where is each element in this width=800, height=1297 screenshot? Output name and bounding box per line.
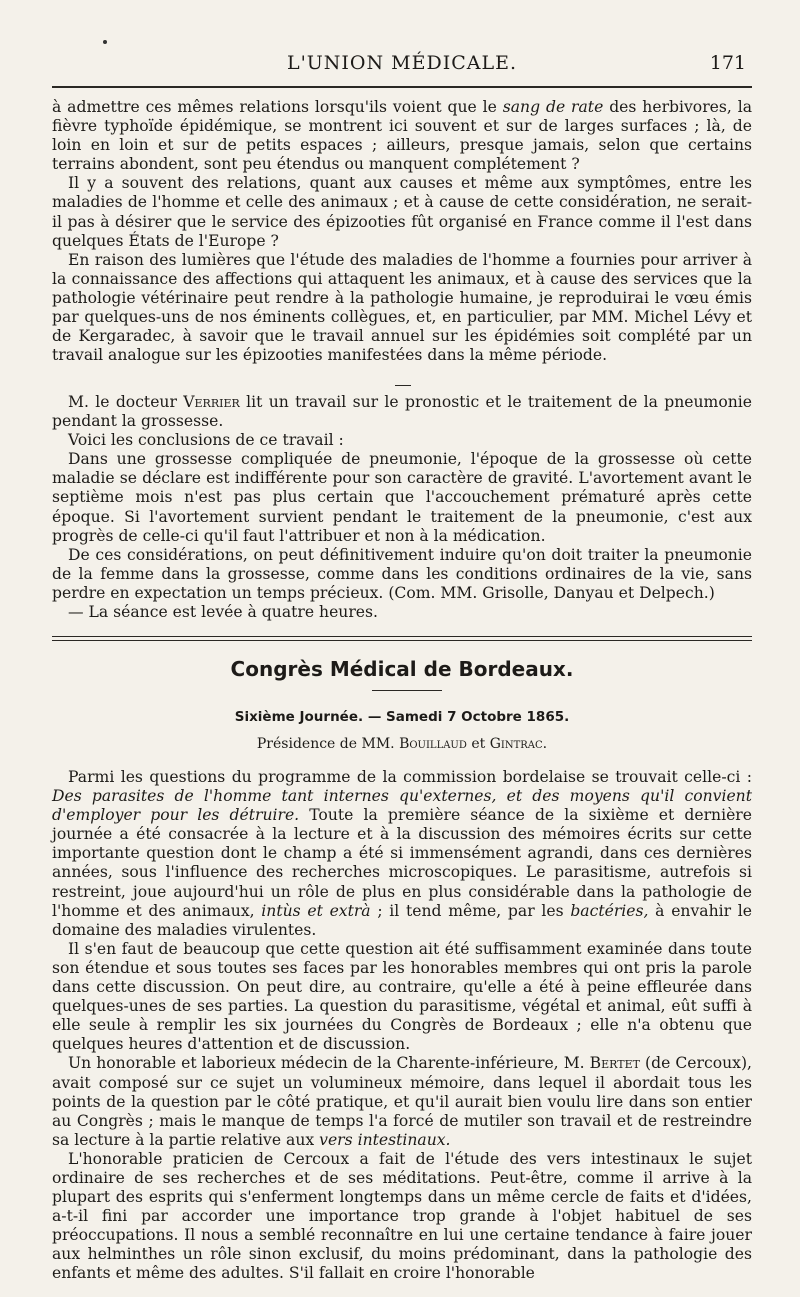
presidence-line xyxy=(52,736,752,752)
text-span: (de Cercoux), avait composé sur ce sujet un volumineux mémoire, dans lequel il abordait tous les points de la question par le côté pratique, et qu'il aurait bien voulu lire dans son entier au Congrès ; mais le manque de temps l'a forcé de mutiler son travail et de restreindre sa lecture à la partie relative aux xyxy=(52,1054,752,1149)
page-header xyxy=(52,48,752,84)
paragraph xyxy=(52,1054,752,1149)
text-span: Toute la première séance de la sixième et dernière journée a été consacrée à la lecture et à la discussion des mémoires écrits sur cette importante question dont le champ a été si immensément agrandi, dans ces dernières années, sous l'influence des recherches microscopiques. Le parasitisme, autrefois si restreint, joue aujourd'hui un rôle de plus en plus considérable dans la pathologie de l'homme et des animaux, xyxy=(52,806,752,920)
header-rule xyxy=(52,86,752,88)
paragraph: Voici les conclusions de ce travail : xyxy=(68,431,344,450)
paragraph: De ces considérations, on peut définitivement induire qu'on doit traiter la pneumonie de la femme dans la grossesse, comme dans les conditions ordinaires de la vie, sans perdre en expectation un temps précieux. (Com. MM. Grisolle, Danyau et Delpech.) xyxy=(52,545,752,602)
text-span: des herbivores, la fièvre typhoïde épidémique, se montrent ici souvent et sur de larges surfaces ; là, de loin en loin et sur de petits espaces ; ailleurs, presque jamais, selon que certains terrains abondent, sont peu étendus ou manquent complétement ? xyxy=(52,98,753,174)
day-line: Sixième Journée. — Samedi 7 Octobre 1865. xyxy=(234,709,570,725)
italic-term: intùs et extrà xyxy=(261,901,371,920)
author-name: Verrier xyxy=(183,393,240,411)
text-span: lit un travail sur le pronostic et le traitement de la pneumonie pendant la grossesse. xyxy=(52,393,752,431)
title-rule xyxy=(372,690,442,691)
president-name: Bouillaud xyxy=(399,736,467,752)
text-span: Présidence de MM. xyxy=(256,736,400,752)
short-separator xyxy=(395,385,411,386)
text-span: à envahir le domaine des maladies virulentes. xyxy=(52,901,752,939)
paragraph: Il s'en faut de beaucoup que cette question ait été suffisamment examinée dans toute son étendue et sous toutes ses faces par les honorables membres qui ont pris la parole dans cette discussion. On peut dire, au contraire, qu'elle a été à peine effleurée dans quelques-unes de ses parties. La question du parasitisme, végétal et animal, eût suffi à elle seule à remplir les six journées du Congrès de Bordeaux ; elle n'a obtenu que quelques heures d'attention et de discussion. xyxy=(52,939,752,1054)
text-span: Un honorable et laborieux médecin de la Charente-inférieure, M. xyxy=(68,1054,590,1073)
paragraph: En raison des lumières que l'étude des maladies de l'homme a fournies pour arriver à la connaissance des affections qui attaquent les animaux, et à cause des services que la pathologie vétérinaire peut rendre à la pathologie humaine, je reproduirai le vœu émis par quelques-uns de nos éminents collègues, et, en particulier, par MM. Michel Lévy et de Kergaradec, à savoir que le travail annuel sur les épidémies soit complété par un travail analogue sur les épizooties manifestées dans la même période. xyxy=(52,250,752,365)
section-rule-1 xyxy=(52,636,752,637)
author-name: Bertet xyxy=(589,1054,640,1073)
paragraph: Dans une grossesse compliquée de pneumonie, l'époque de la grossesse où cette maladie se déclare est indifférente pour son caractère de gravité. L'avortement avant le septième mois n'est pas plus certain que l'accouchement prématuré après cette époque. Si l'avortement survient pendant le traitement de la pneumonie, c'est aux progrès de celle-ci qu'il faut l'attribuer et non à la médication. xyxy=(52,450,752,545)
text-span: et xyxy=(466,736,490,752)
section-rule-2 xyxy=(52,640,752,641)
text-span: . xyxy=(542,736,548,752)
paragraph: L'honorable praticien de Cercoux a fait de l'étude des vers intestinaux le sujet ordinaire de ses recherches et de ses méditations. Peut-être, comme il arrive à la plupart des esprits qui s'enferment longtemps dans un même cercle de faits et d'idées, a-t-il fini par accorder une importance trop grande à l'objet habituel de ses préoccupations. Il nous a semblé reconnaître en lui une certaine tendance à faire jouer aux helminthes un rôle sinon exclusif, du moins prédominant, dans la pathologie des enfants et même des adultes. S'il fallait en croire l'honorable xyxy=(52,1149,752,1283)
paragraph xyxy=(52,768,752,940)
section-title: Congrès Médical de Bordeaux. xyxy=(230,657,574,681)
text-span: ; il tend même, par les xyxy=(370,901,571,920)
text-span: à admettre ces mêmes relations lorsqu'ils voient que le xyxy=(52,98,503,116)
congress-block xyxy=(52,768,752,1284)
page-speck xyxy=(103,40,107,44)
italic-term: sang de rate xyxy=(502,98,604,116)
paragraph xyxy=(52,393,752,431)
president-name: Gintrac xyxy=(489,736,543,752)
running-title: L'UNION MÉDICALE. xyxy=(286,52,518,74)
paragraph: Il y a souvent des relations, quant aux causes et même aux symptômes, entre les maladies de l'homme et celle des animaux ; et à cause de cette considération, ne serait-il pas à désirer que le service des épizooties fût organisé en France comme il l'est dans quelques États de l'Europe ? xyxy=(52,174,752,250)
text-span: Parmi les questions du programme de la commission bordelaise se trouvait celle-ci : xyxy=(68,768,752,786)
continuation-block xyxy=(52,98,752,365)
page-number: 171 xyxy=(709,52,746,74)
italic-term: bactéries, xyxy=(570,901,649,920)
italic-question: Des parasites de l'homme tant internes qu'externes, et des moyens qu'il convient d'employer pour les détruire. xyxy=(52,787,752,825)
italic-term: vers intestinaux. xyxy=(319,1130,451,1149)
text-span: M. le docteur xyxy=(68,393,184,411)
verrier-block xyxy=(52,393,752,622)
paragraph xyxy=(52,98,752,174)
paragraph: — La séance est levée à quatre heures. xyxy=(68,603,378,622)
